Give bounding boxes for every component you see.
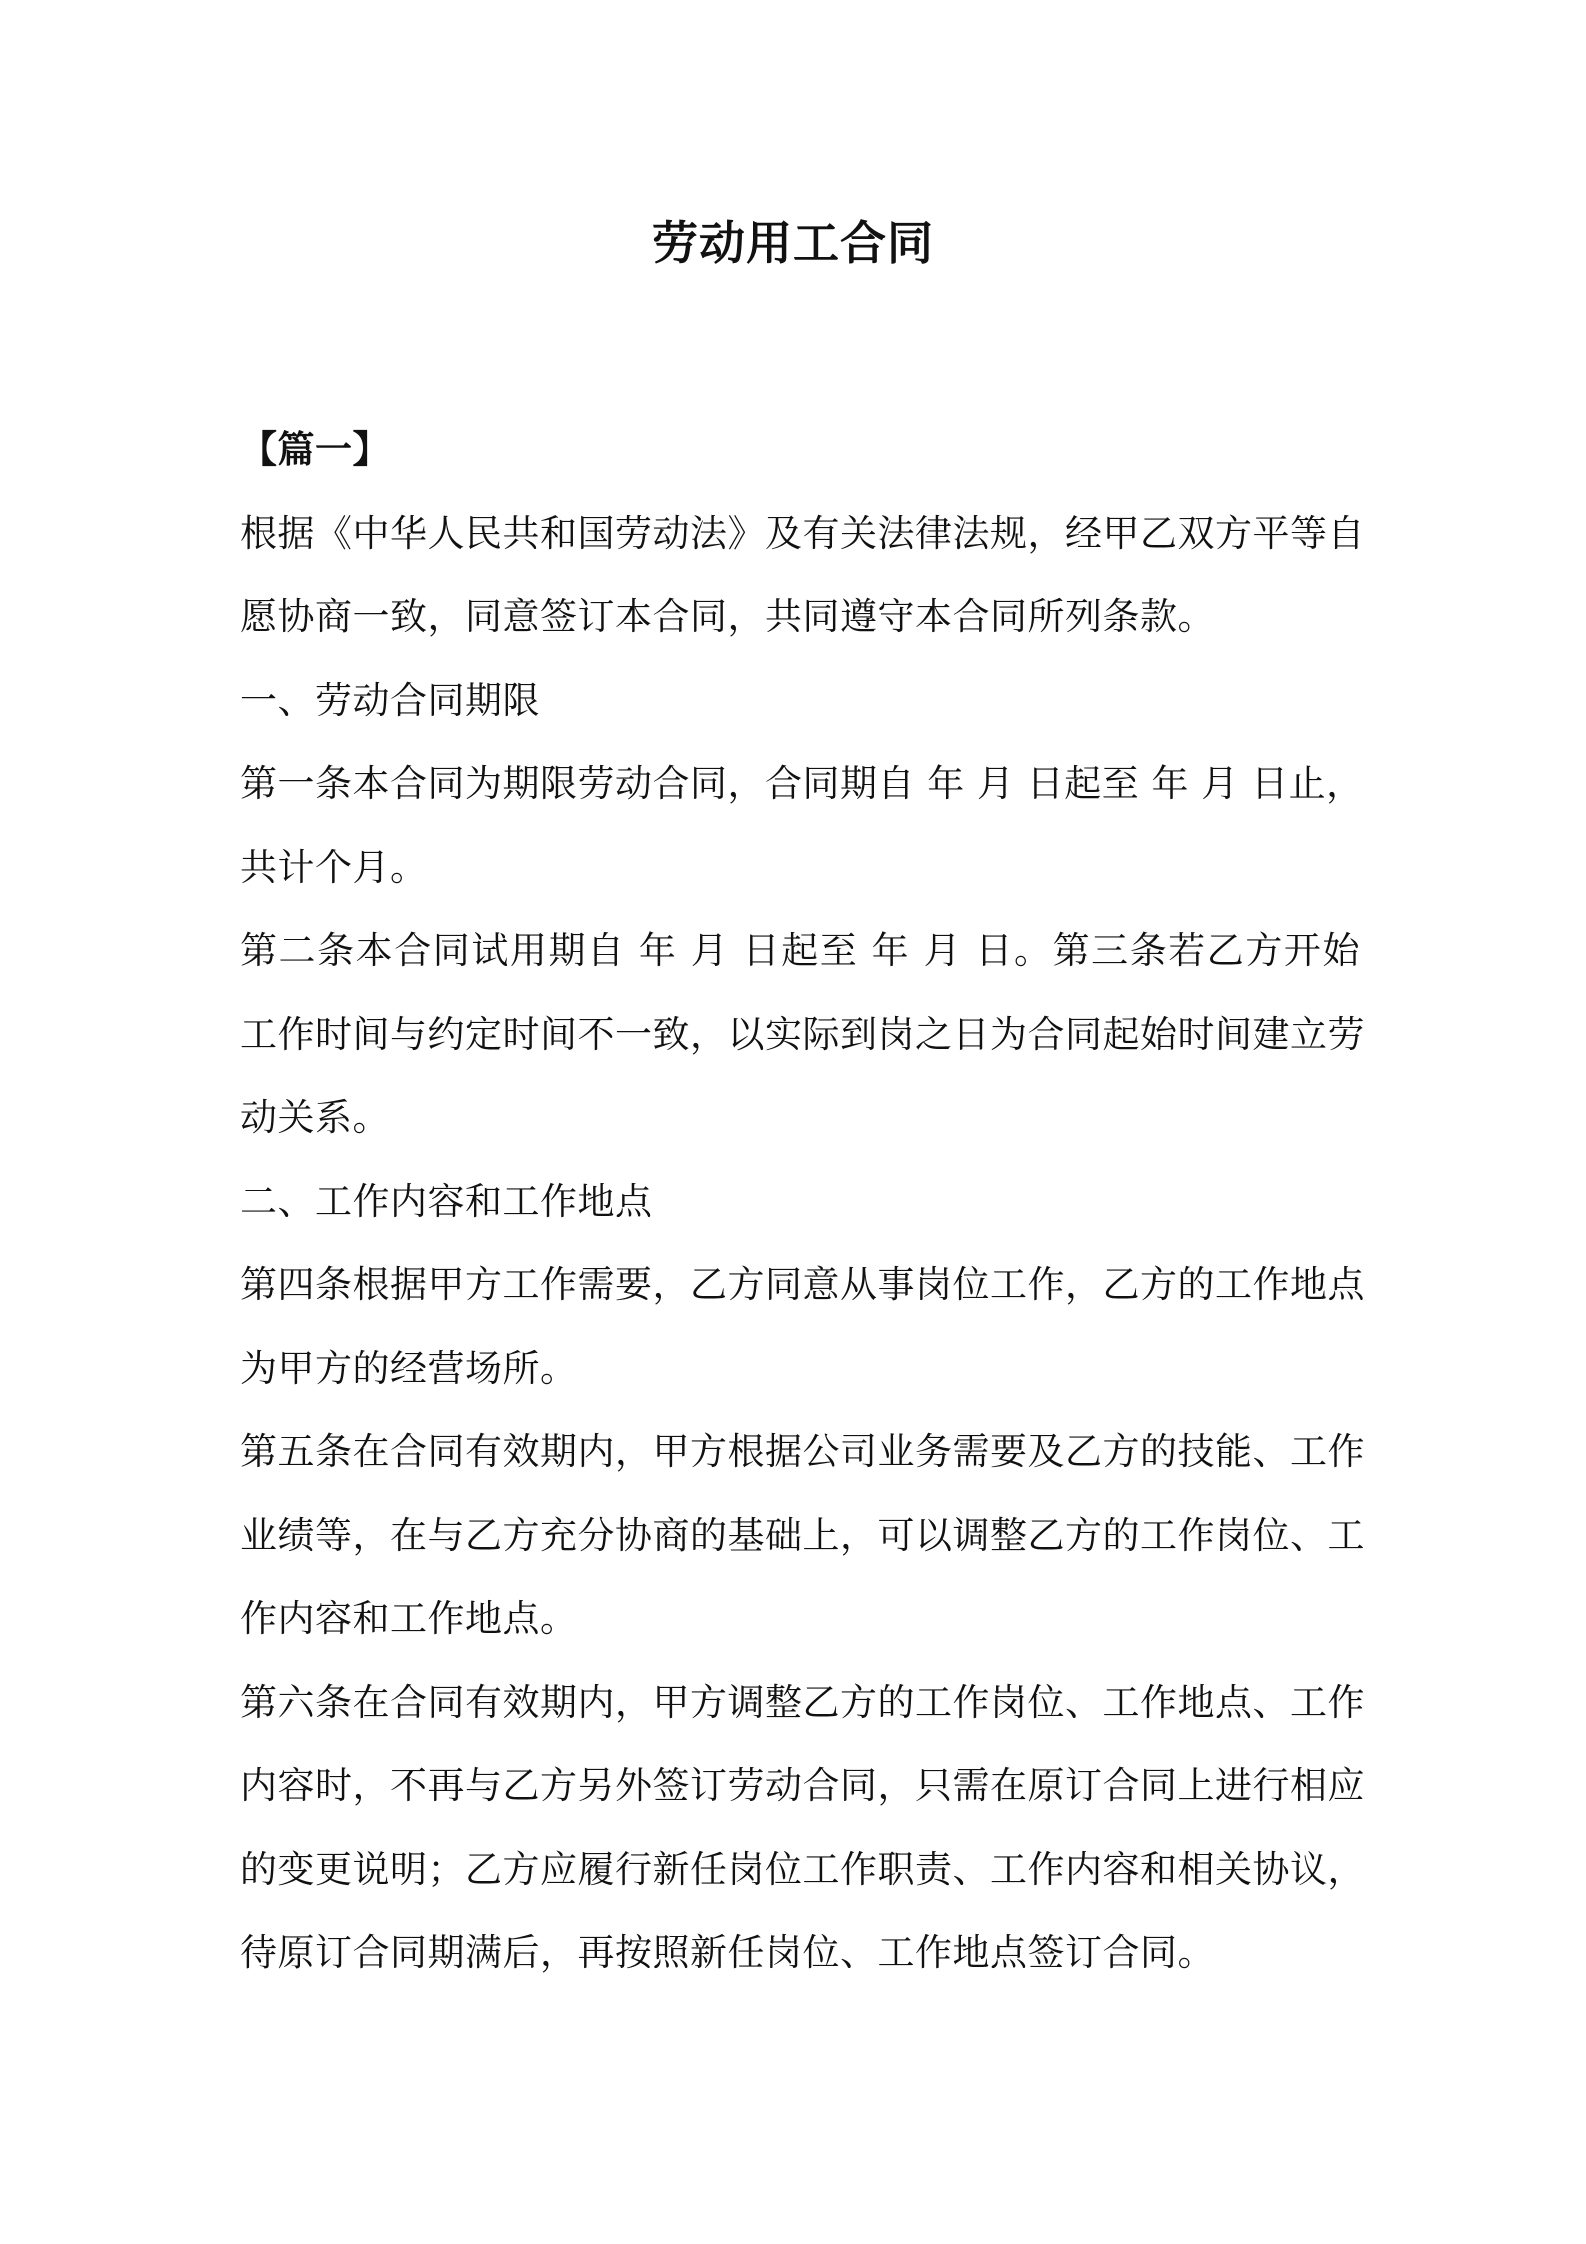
paragraph-line: 第五条在合同有效期内，甲方根据公司业务需要及乙方的技能、工作 — [240, 1430, 1365, 1473]
document-title: 劳动用工合同 — [652, 216, 934, 270]
paragraph-line: 第一条本合同为期限劳动合同，合同期自 年 月 日起至 年 月 日止， — [240, 762, 1364, 805]
paragraph-line: 动关系。 — [240, 1096, 390, 1139]
paragraph-line: 工作时间与约定时间不一致，以实际到岗之日为合同起始时间建立劳 — [240, 1012, 1365, 1056]
paragraph-line: 根据《中华人民共和国劳动法》及有关法律法规，经甲乙双方平等自 — [240, 511, 1365, 555]
paragraph-line: 业绩等，在与乙方充分协商的基础上，可以调整乙方的工作岗位、工 — [240, 1513, 1365, 1557]
section-heading-contract-term: 一、劳动合同期限 — [240, 678, 540, 722]
paragraph-line: 内容时，不再与乙方另外签订劳动合同，只需在原订合同上进行相应 — [240, 1764, 1365, 1807]
paragraph-line: 待原订合同期满后，再按照新任岗位、工作地点签订合同。 — [240, 1931, 1215, 1974]
paragraph-line: 共计个月。 — [240, 845, 428, 889]
paragraph-line: 作内容和工作地点。 — [240, 1597, 578, 1640]
paragraph-line: 为甲方的经营场所。 — [240, 1346, 578, 1390]
paragraph-line: 第四条根据甲方工作需要，乙方同意从事岗位工作，乙方的工作地点 — [240, 1263, 1365, 1306]
paragraph-line: 的变更说明；乙方应履行新任岗位工作职责、工作内容和相关协议， — [240, 1847, 1365, 1891]
document-body — [240, 408, 1365, 1995]
paragraph-line: 第二条本合同试用期自 年 月 日起至 年 月 日。第三条若乙方开始 — [240, 929, 1360, 972]
section-heading-work-content: 二、工作内容和工作地点 — [240, 1179, 653, 1223]
paragraph-line: 愿协商一致，同意签订本合同，共同遵守本合同所列条款。 — [240, 595, 1215, 638]
paragraph-line: 第六条在合同有效期内，甲方调整乙方的工作岗位、工作地点、工作 — [240, 1680, 1365, 1724]
section-heading-pian-yi: 【篇一】 — [240, 428, 390, 471]
